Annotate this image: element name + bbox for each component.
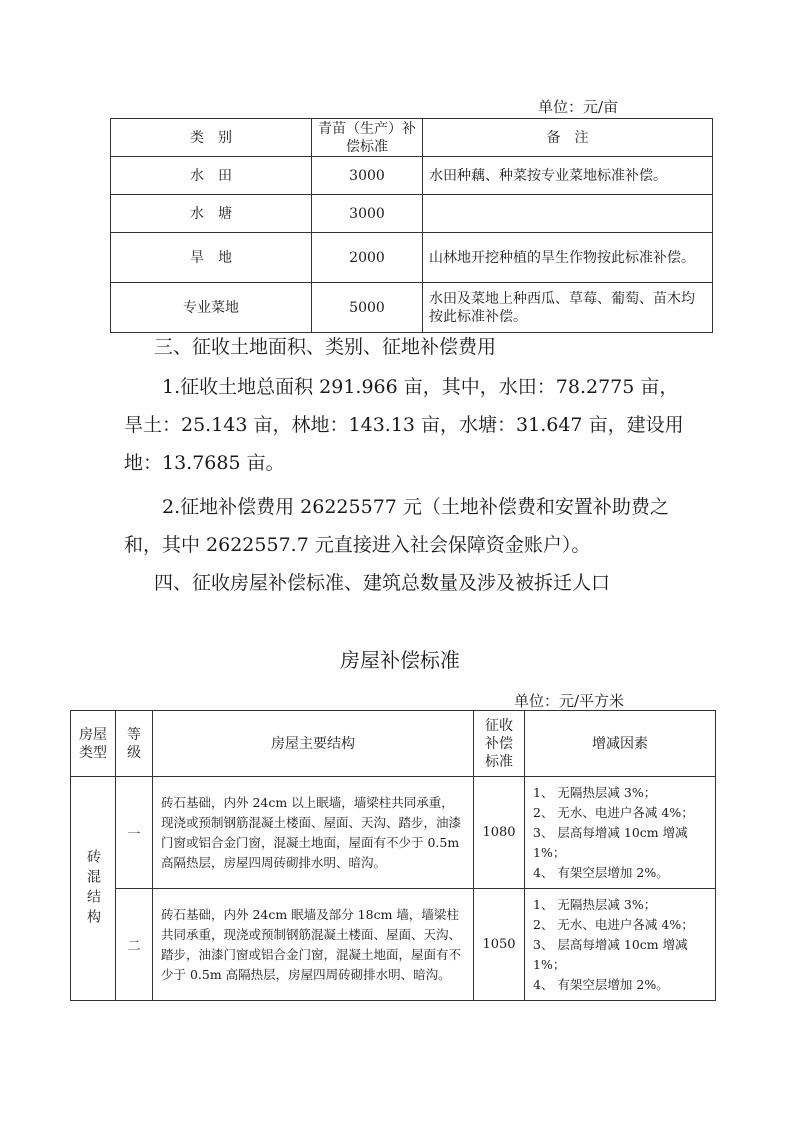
table-row — [111, 195, 713, 233]
header-category: 类 别 — [111, 119, 312, 157]
factor-item: 3、 层高每增减 10cm 增减 1%； — [533, 824, 688, 860]
table-row — [71, 889, 716, 1001]
header-note: 备 注 — [423, 119, 713, 157]
factor-item: 4、 有架空层增加 2%。 — [533, 976, 669, 992]
factor-item: 4、 有架空层增加 2%。 — [533, 864, 669, 880]
table-row — [111, 157, 713, 195]
house-table-title: 房屋补偿标准 — [340, 648, 460, 672]
header-standard: 青苗（生产）补偿标准 — [312, 119, 423, 157]
cell-standard: 1050 — [474, 889, 525, 1001]
cell-house-type: 砖混结构 — [71, 777, 116, 1001]
cell-standard: 2000 — [312, 233, 423, 283]
table-row — [71, 777, 716, 889]
cell-note: 水田及菜地上种西瓜、草莓、葡萄、苗木均按此标准补偿。 — [423, 283, 713, 333]
cell-category: 专业菜地 — [111, 283, 312, 333]
cell-standard: 3000 — [312, 157, 423, 195]
cell-standard: 1080 — [474, 777, 525, 889]
cell-note: 山林地开挖种植的旱生作物按此标准补偿。 — [423, 233, 713, 283]
house-table-unit: 单位：元/平方米 — [514, 692, 625, 710]
house-compensation-table — [70, 710, 716, 1001]
factor-item: 1、 无隔热层减 3%； — [533, 784, 657, 800]
header-house-type: 房屋类型 — [71, 711, 116, 777]
factor-item: 2、 无水、电进户各减 4%； — [533, 916, 694, 932]
header-factors: 增减因素 — [525, 711, 716, 777]
section3-paragraph-2: 2.征地补偿费用 26225577 元（土地补偿费和安置补助费之和，其中 2622557.7 元直接进入社会保障资金账户）。 — [124, 496, 669, 556]
factor-item: 2、 无水、电进户各减 4%； — [533, 804, 694, 820]
table-row — [111, 283, 713, 333]
header-grade: 等级 — [116, 711, 153, 777]
land-compensation-table — [110, 118, 713, 333]
cell-category: 水 塘 — [111, 195, 312, 233]
cell-factors — [525, 889, 716, 1001]
cell-note: 水田种藕、种菜按专业菜地标准补偿。 — [423, 157, 713, 195]
section3-paragraph-1: 1.征收土地总面积 291.966 亩，其中，水田：78.2775 亩，旱土：25.143 亩，林地：143.13 亩，水塘：31.647 亩，建设用地：13.7685 亩。 — [124, 376, 684, 474]
factor-item: 1、 无隔热层减 3%； — [533, 896, 657, 912]
factor-item: 3、 层高每增减 10cm 增减 1%； — [533, 936, 688, 972]
table-header-row — [111, 119, 713, 157]
cell-category: 旱 地 — [111, 233, 312, 283]
cell-structure: 砖石基础，内外 24cm 眠墙及部分 18cm 墙，墙梁柱共同承重，现浇或预制钢筋混凝土楼面、屋面、天沟、踏步，油漆门窗或铝合金门窗，混凝土地面，屋面有不少于 0.5m 高隔热层，房屋四周砖砌排水明、暗沟。 — [153, 889, 474, 1001]
cell-standard: 3000 — [312, 195, 423, 233]
header-structure: 房屋主要结构 — [153, 711, 474, 777]
cell-note — [423, 195, 713, 233]
cell-standard: 5000 — [312, 283, 423, 333]
header-standard: 征收补偿标准 — [474, 711, 525, 777]
cell-grade: 一 — [116, 777, 153, 889]
land-table-unit: 单位：元/亩 — [538, 98, 619, 116]
table-row — [111, 233, 713, 283]
cell-category: 水 田 — [111, 157, 312, 195]
section3-heading: 三、征收土地面积、类别、征地补偿费用 — [154, 336, 497, 358]
cell-grade: 二 — [116, 889, 153, 1001]
section4-heading: 四、征收房屋补偿标准、建筑总数量及涉及被拆迁人口 — [154, 572, 611, 594]
table-header-row — [71, 711, 716, 777]
cell-structure: 砖石基础，内外 24cm 以上眠墙，墙梁柱共同承重，现浇或预制钢筋混凝土楼面、屋面、天沟、踏步，油漆门窗或铝合金门窗，混凝土地面，屋面有不少于 0.5m 高隔热层，房屋四周砖砌排水明、暗沟。 — [153, 777, 474, 889]
cell-factors — [525, 777, 716, 889]
